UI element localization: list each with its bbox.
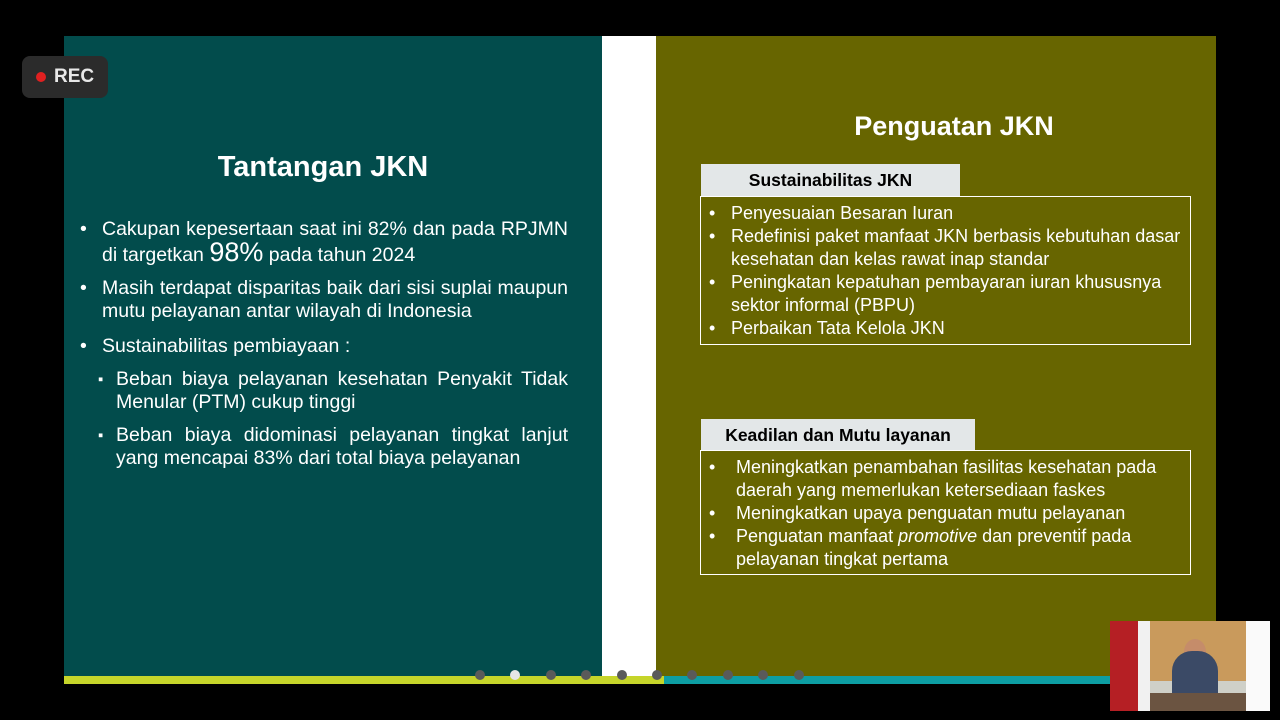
recording-indicator — [22, 56, 108, 98]
equity-item: • Meningkatkan upaya penguatan mutu pelayanan — [709, 503, 1126, 523]
equity-quality-box — [700, 450, 1191, 575]
sustainability-item: • Peningkatan kepatuhan pembayaran iuran khususnya sektor informal (PBPU) — [709, 272, 1162, 315]
presentation-slide — [64, 36, 1216, 684]
pagination-dot[interactable] — [617, 670, 627, 680]
equity-item: • Penguatan manfaat promotive dan preventif pada pelayanan tingkat pertama — [709, 526, 1132, 569]
bullet-icon: • — [709, 457, 716, 477]
strengthening-panel — [656, 36, 1216, 676]
bullet-icon: • — [80, 218, 87, 240]
bullet-icon: • — [709, 203, 716, 223]
section-heading-equity-quality: Keadilan dan Mutu layanan — [701, 419, 975, 451]
challenge-item: • Masih terdapat disparitas baik dari sisi suplai maupun mutu pelayanan antar wilayah di Indonesia — [80, 277, 568, 322]
pagination-dot[interactable] — [475, 670, 485, 680]
recording-label: REC — [54, 66, 95, 87]
challenges-title: Tantangan JKN — [217, 151, 429, 183]
pagination-dot[interactable] — [546, 670, 556, 680]
bullet-icon: • — [709, 272, 716, 292]
pagination-dot[interactable] — [794, 670, 804, 680]
bullet-icon: • — [80, 335, 87, 357]
challenges-panel — [64, 36, 602, 676]
bullet-icon: • — [709, 226, 716, 246]
bullet-icon: • — [80, 277, 87, 299]
presenter-video-thumbnail[interactable] — [1110, 621, 1270, 711]
challenges-list — [78, 218, 568, 470]
sustainability-item: • Redefinisi paket manfaat JKN berbasis kebutuhan dasar kesehatan dan kelas rawat inap standar — [709, 226, 1181, 269]
challenge-item: • Cakupan kepesertaan saat ini 82% dan pada RPJMN di targetkan 98% pada tahun 2024 — [80, 218, 568, 267]
sustainability-item: • Perbaikan Tata Kelola JKN — [709, 318, 945, 338]
square-bullet-icon: ▪ — [98, 427, 104, 444]
challenge-sub-item: ▪ Beban biaya pelayanan kesehatan Penyakit Tidak Menular (PTM) cukup tinggi — [98, 368, 568, 413]
challenge-sub-item: ▪ Beban biaya didominasi pelayanan tingkat lanjut yang mencapai 83% dari total biaya pelayanan — [98, 424, 568, 469]
sustainability-box — [700, 196, 1191, 345]
record-dot-icon — [36, 72, 46, 82]
section-heading-sustainability: Sustainabilitas JKN — [701, 164, 960, 196]
bullet-icon: • — [709, 526, 716, 546]
bullet-icon: • — [709, 503, 716, 523]
footer-bar-green — [64, 676, 664, 684]
target-percentage: 98% — [209, 237, 264, 267]
pagination-dot[interactable] — [723, 670, 733, 680]
pagination-dot[interactable] — [652, 670, 662, 680]
challenge-item: • Sustainabilitas pembiayaan : — [80, 335, 351, 357]
sustainability-item: • Penyesuaian Besaran Iuran — [709, 203, 954, 223]
bullet-icon: • — [709, 318, 716, 338]
square-bullet-icon: ▪ — [98, 371, 104, 388]
strengthening-title: Penguatan JKN — [854, 111, 1054, 141]
equity-item: • Meningkatkan penambahan fasilitas kesehatan pada daerah yang memerlukan ketersediaan faskes — [709, 457, 1157, 500]
